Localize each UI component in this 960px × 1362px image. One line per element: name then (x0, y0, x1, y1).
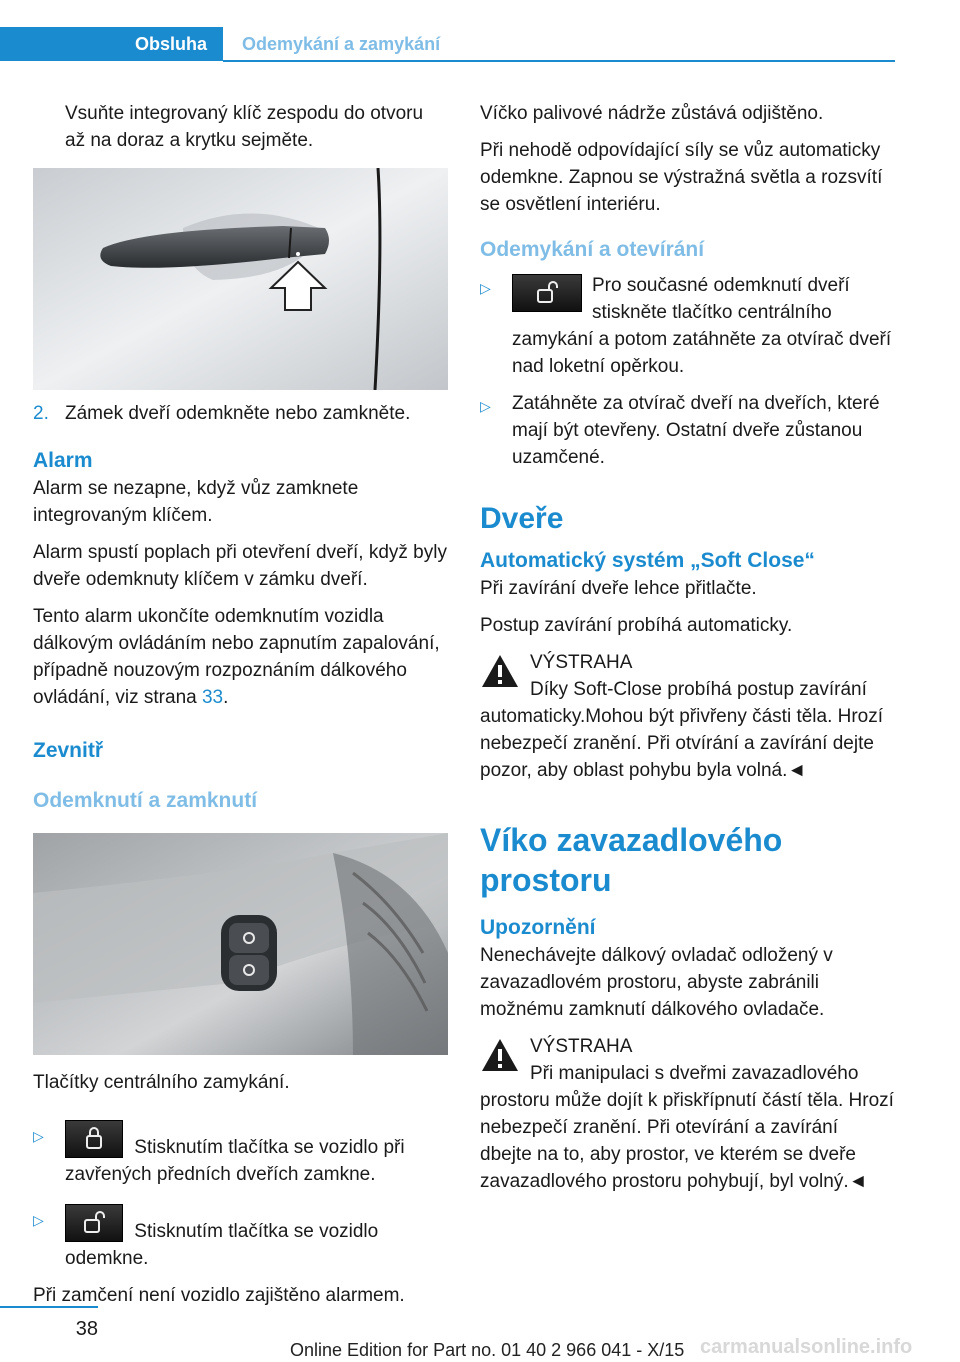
warning-title: VÝSTRAHA (530, 652, 633, 673)
warning-text: Při manipulaci s dveřmi zavazadlového prostoru může dojít k přiskřípnutí částí těla. Hrozí nebezpečí zranění. Při otevírání a zavírání dbejte na to, aby prostor, ve kterém se dveře zavazadlového prostoru pohybují, byl volný.◄ (480, 1063, 894, 1192)
closing-text: Při zamčení není vozidlo zajištěno alarmem. (33, 1285, 405, 1306)
accident-text: Při nehodě odpovídající síly se vůz automaticky odemkne. Zapnou se výstražná světla a rozsvítí se osvětlení interiéru. (480, 140, 883, 215)
step-2 (33, 400, 448, 427)
bullet-triangle-icon: ▷ (480, 280, 491, 296)
alarm-paragraph-3 (33, 603, 448, 711)
alarm-paragraph-2: Alarm spustí poplach při otevření dveří, když byly dveře odemknuty klíčem v zámku dveří. (33, 542, 447, 590)
page-link[interactable]: 33 (201, 687, 224, 708)
left-column (33, 100, 448, 1319)
bullet-door-opener (480, 390, 895, 471)
bullet-unlock-content (65, 1204, 448, 1272)
warning-text: Díky Soft-Close probíhá postup zavírání automaticky.Mohou být přivřeny části těla. Hrozí nebezpečí zranění. Při otvírání a zavírání dejte pozor, aby oblast pohybu byla volná.◄ (480, 679, 884, 781)
bullet-central-unlock (480, 272, 895, 380)
watermark: carmanualsonline.info (700, 1336, 913, 1358)
bullet-unlock-text: Stisknutím tlačítka se vozidlo odemkne. (65, 1221, 379, 1269)
softclose-p1: Při zavírání dveře lehce přitlačte. (480, 578, 757, 599)
page-number: 38 (75, 1318, 98, 1340)
unlock-button-icon (65, 1204, 123, 1242)
warning-trunk (480, 1033, 895, 1195)
bullet-door-text: Zatáhněte za otvírač dveří na dveřích, které mají být otevřeny. Ostatní dveře zůstanou uzamčené. (512, 393, 880, 468)
chapter-title: Odemykání a zamykání (242, 34, 441, 54)
unlock-button-icon (512, 274, 582, 312)
open-heading: Odemykání a otevírání (480, 238, 705, 261)
step-text: Zámek dveří odemkněte nebo zamkněte. (65, 403, 411, 424)
step-number: 2. (33, 403, 49, 424)
bullet-lock-content (65, 1120, 448, 1188)
alarm-paragraph-1: Alarm se nezapne, když vůz zamknete integrovaným klíčem. (33, 478, 359, 526)
right-column (480, 100, 895, 1195)
door-handle-photo (33, 168, 448, 390)
section-tab: Obsluha (0, 27, 223, 61)
zevnitr-heading: Zevnitř (33, 739, 104, 762)
bullet-central-content (512, 272, 895, 380)
bullet-lock-text: Stisknutím tlačítka se vozidlo při zavřených předních dveřích zamkne. (65, 1137, 405, 1185)
edition-text: Online Edition for Part no. 01 40 2 966 041 - X/15 (290, 1340, 685, 1360)
bullet-triangle-icon: ▷ (33, 1212, 44, 1228)
warning-softclose (480, 649, 895, 784)
warning-triangle-icon (480, 653, 520, 689)
bullet-triangle-icon: ▷ (33, 1128, 44, 1144)
bullet-central-text: Pro současné odemknutí dveří stiskněte tlačítko centrálního zamykání a potom zatáhněte za otvírač dveří nad loketní opěrkou. (512, 275, 892, 377)
header-rule (223, 60, 895, 62)
intro-text: Vsuňte integrovaný klíč zespodu do otvoru až na doraz a krytku sejměte. (65, 103, 424, 151)
door-buttons-photo (33, 833, 448, 1055)
softclose-p2: Postup zavírání probíhá automaticky. (480, 615, 793, 636)
unlock-heading: Odemknutí a zamknutí (33, 789, 258, 812)
warning-triangle-icon (480, 1037, 520, 1073)
alarm-heading: Alarm (33, 449, 93, 472)
fuel-cap-text: Víčko palivové nádrže zůstává odjištěno. (480, 103, 824, 124)
notice-heading: Upozornění (480, 916, 596, 939)
buttons-caption: Tlačítky centrálního zamykání. (33, 1072, 290, 1093)
softclose-heading: Automatický systém „Soft Close“ (480, 549, 815, 572)
notice-text: Nenechávejte dálkový ovladač odložený v zavazadlovém prostoru, abyste zabránili možnému zamknutí dálkového ovladače. (480, 945, 833, 1020)
trunk-heading: Víko zavazadlového prostoru (480, 822, 783, 898)
doors-heading: Dveře (480, 502, 564, 535)
footer-rule (0, 1306, 98, 1308)
bullet-unlock (33, 1204, 448, 1272)
alarm-end: . (223, 687, 229, 708)
bullet-triangle-icon: ▷ (480, 398, 491, 414)
warning-title: VÝSTRAHA (530, 1036, 633, 1057)
bullet-lock (33, 1120, 448, 1188)
page-header (0, 0, 960, 62)
alarm-text: Tento alarm ukončíte odemknutím vozidla dálkovým ovládáním nebo zapnutím zapalování, případně nouzovým rozpoznáním dálkového ovládání, viz strana (33, 606, 440, 708)
lock-button-icon (65, 1120, 123, 1158)
